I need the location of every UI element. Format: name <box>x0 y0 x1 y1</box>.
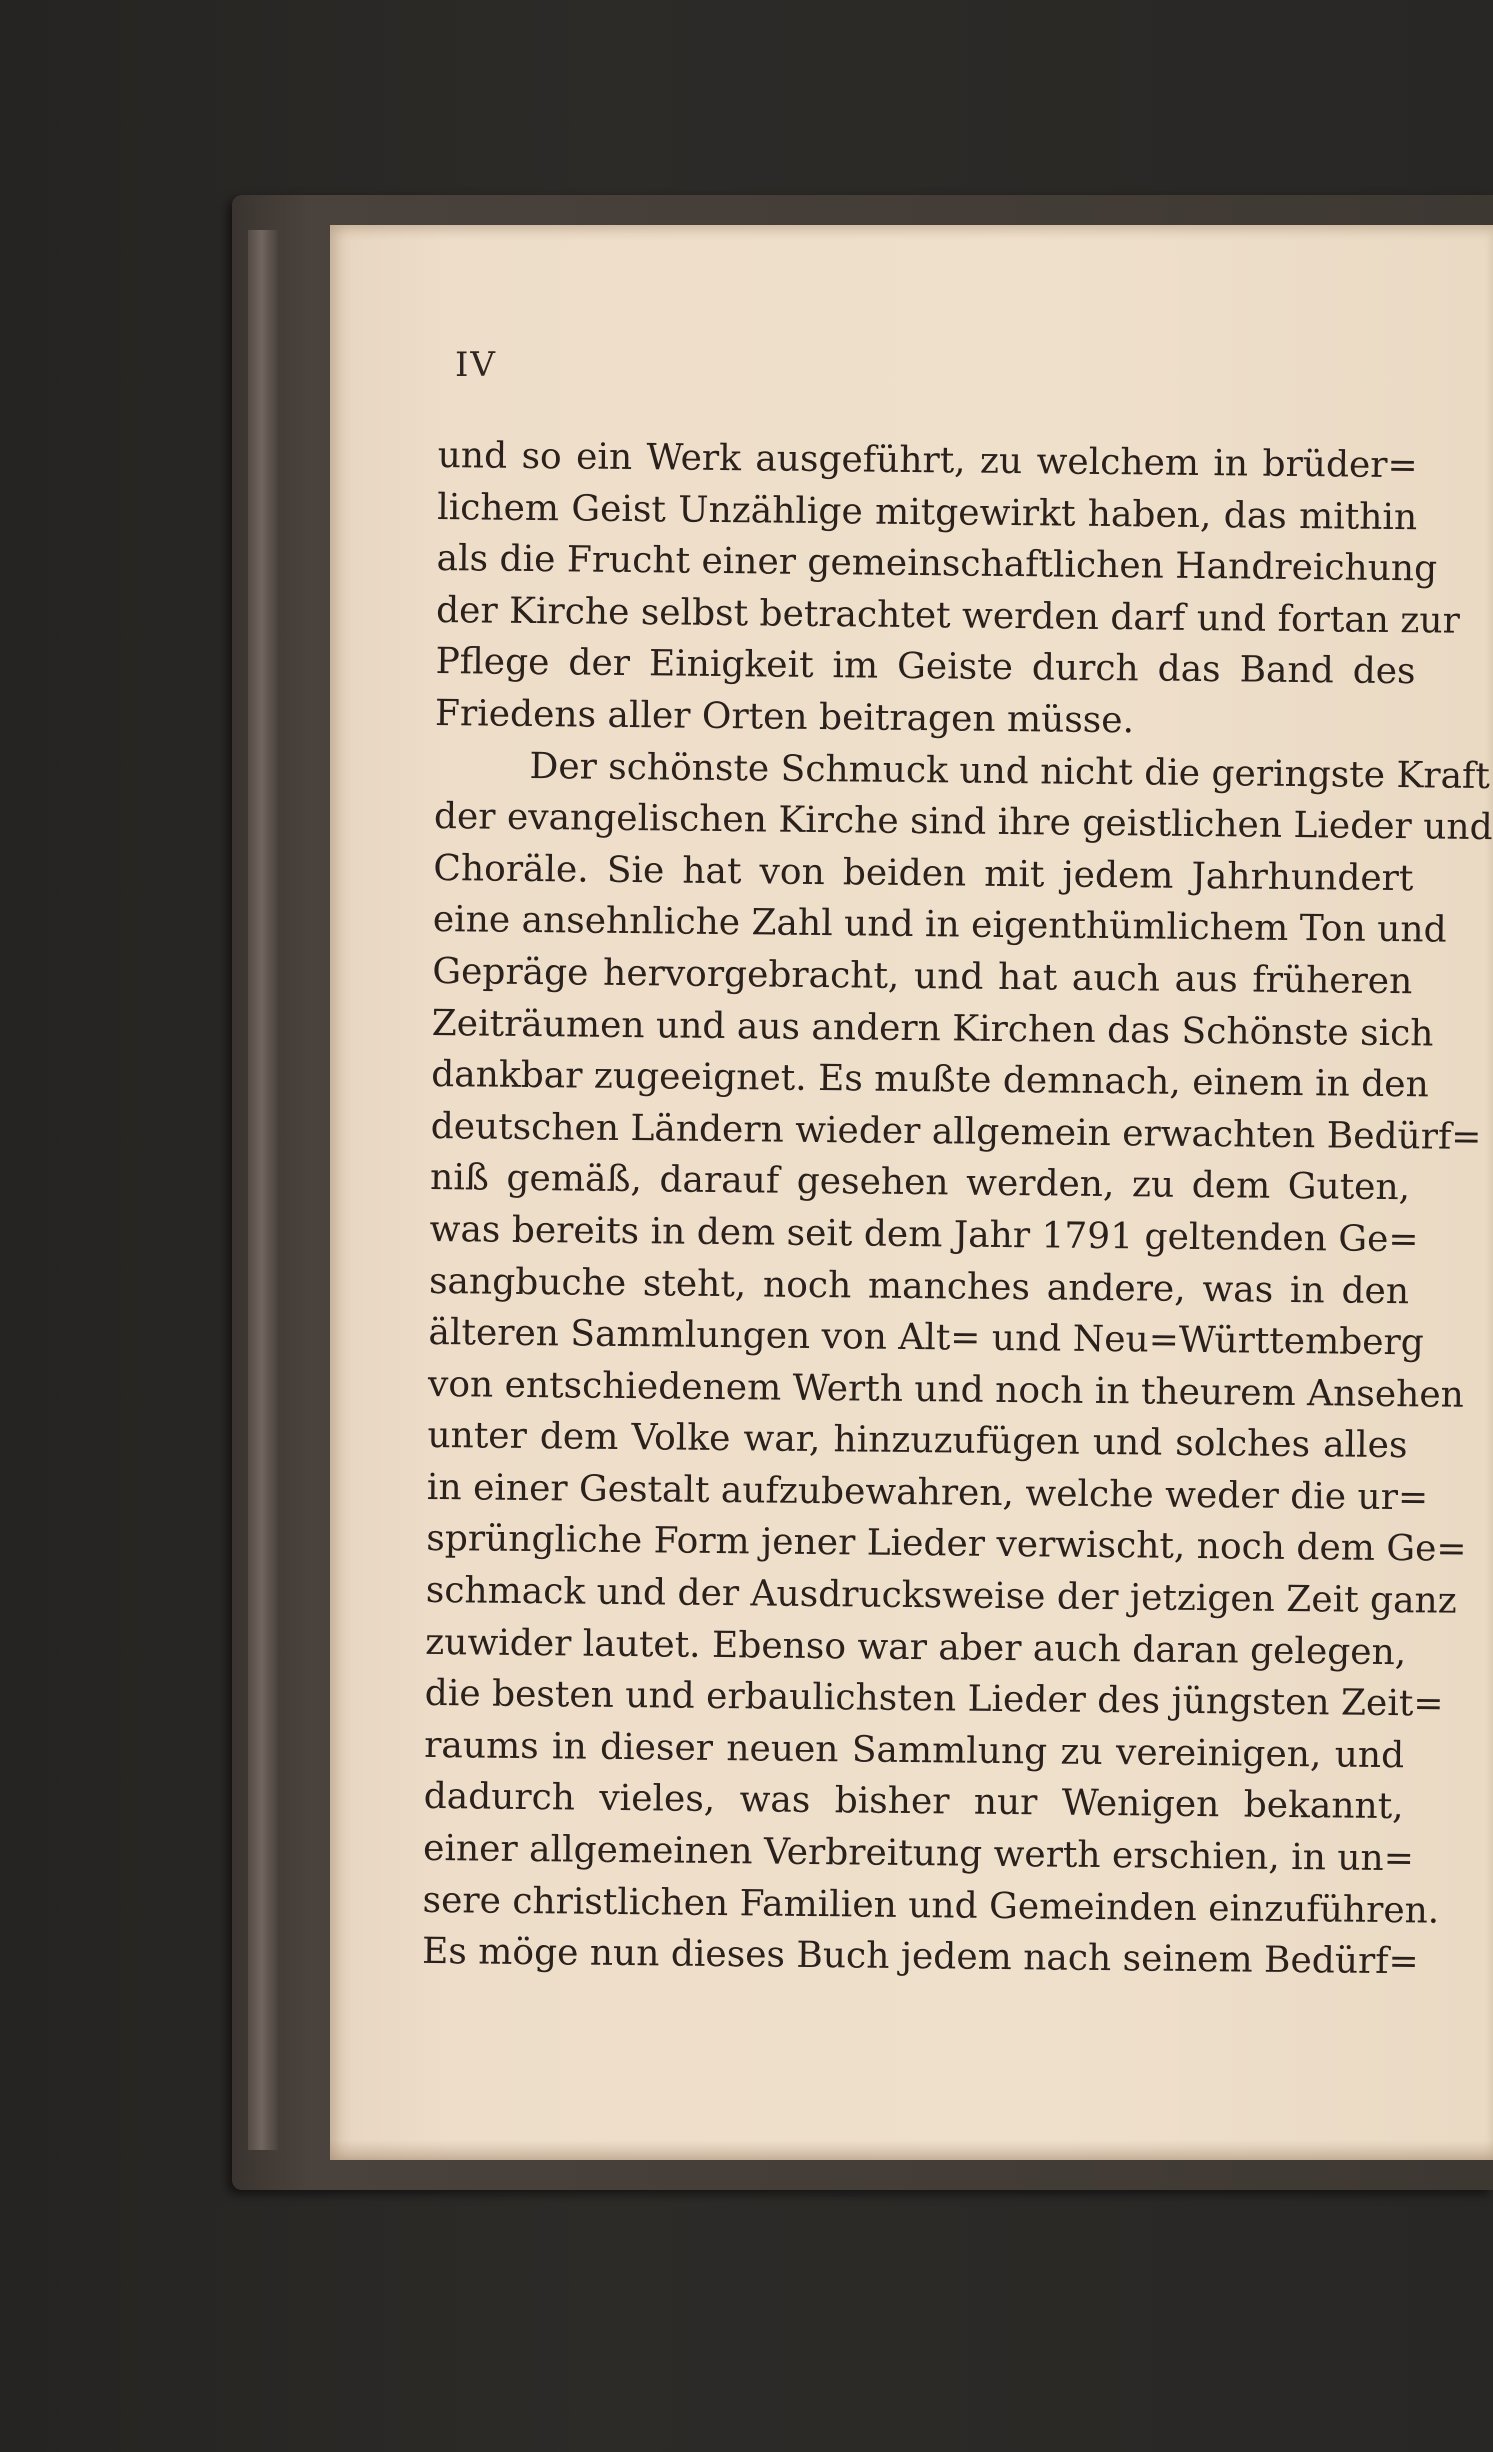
text-line: schmack und der Ausdrucksweise der jetzigen Zeit ganz <box>425 1570 1457 1622</box>
book-spine-edge <box>248 230 278 2150</box>
text-line: eine ansehnliche Zahl und in eigenthümlichem Ton und <box>432 899 1447 951</box>
text-line: Friedens aller Orten beitragen müsse. <box>434 692 1135 742</box>
text-line: sangbuche steht, noch manches andere, was in den <box>428 1260 1410 1312</box>
text-line: von entschiedenem Werth und noch in theurem Ansehen <box>427 1363 1465 1416</box>
text-line: niß gemäß, darauf gesehen werden, zu dem Guten, <box>429 1157 1411 1209</box>
text-line: Gepräge hervorgebracht, und hat auch aus früheren <box>432 950 1413 1003</box>
text-line: Zeiträumen und aus andern Kirchen das Schönste sich <box>431 1002 1434 1054</box>
text-line: unter dem Volke war, hinzuzufügen und solches alles <box>427 1415 1408 1467</box>
text-line: Der schönste Schmuck und nicht die geringste Kraft <box>529 745 1491 797</box>
page-text-block <box>421 430 1493 1988</box>
text-line: der Kirche selbst betrachtet werden darf und fortan zur <box>435 589 1461 642</box>
page-bottom-shadow <box>330 2140 1493 2160</box>
text-line: dankbar zugeeignet. Es mußte demnach, einem in den <box>431 1054 1430 1106</box>
text-line: älteren Sammlungen von Alt= und Neu=Württemberg <box>428 1312 1425 1364</box>
text-line: in einer Gestalt aufzubewahren, welche weder die ur= <box>426 1466 1429 1519</box>
text-line: dadurch vieles, was bisher nur Wenigen bekannt, <box>423 1776 1404 1828</box>
page-number: IV <box>455 345 497 385</box>
text-line: deutschen Ländern wieder allgemein erwachten Bedürf= <box>430 1105 1482 1158</box>
text-line: Es möge nun dieses Buch jedem nach seinem Bedürf= <box>421 1931 1419 1983</box>
text-line: die besten und erbaulichsten Lieder des jüngsten Zeit= <box>424 1673 1444 1725</box>
text-line: einer allgemeinen Verbreitung werth erschien, in un= <box>422 1827 1415 1880</box>
text-line: als die Frucht einer gemeinschaftlichen Handreichung <box>436 538 1438 590</box>
text-line: raums in dieser neuen Sammlung zu vereinigen, und <box>424 1724 1405 1777</box>
text-line: der evangelischen Kirche sind ihre geistlichen Lieder und <box>433 796 1493 849</box>
text-line: sprüngliche Form jener Lieder verwischt, noch dem Ge= <box>426 1518 1467 1571</box>
text-line: Choräle. Sie hat von beiden mit jedem Jahrhundert <box>433 847 1414 899</box>
text-line: lichem Geist Unzählige mitgewirkt haben, das mithin <box>436 486 1418 538</box>
text-line: sere christlichen Familien und Gemeinden einzuführen. <box>422 1879 1440 1932</box>
text-line: was bereits in dem seit dem Jahr 1791 geltenden Ge= <box>429 1208 1419 1261</box>
text-line: Pflege der Einigkeit im Geiste durch das Band des <box>435 641 1416 693</box>
text-line: und so ein Werk ausgeführt, zu welchem in brüder= <box>437 434 1418 487</box>
text-line: zuwider lautet. Ebenso war aber auch daran gelegen, <box>425 1621 1407 1673</box>
